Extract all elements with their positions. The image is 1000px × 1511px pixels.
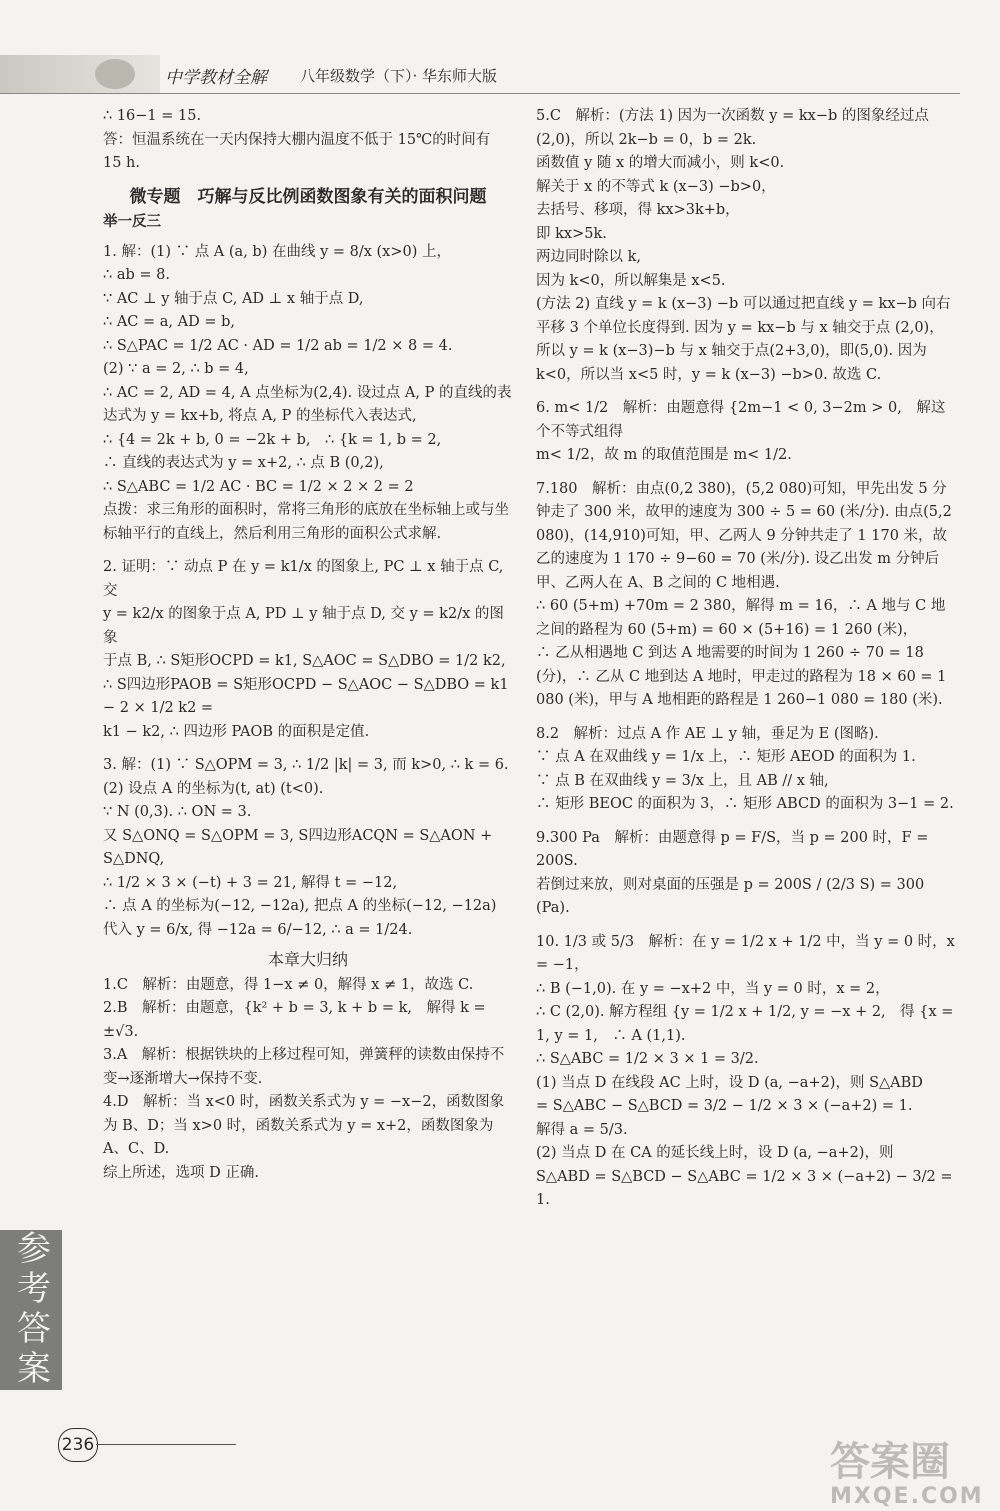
answer-line: 7.180 解析：由点(0,2 380)，(5,2 080)可知，甲先出发 5 分钟走了 300 米，故甲的速度为 300 ÷ 5 = 60 (米/分). 由点(5,2 080)，(14,910)可知，甲、乙两人 9 分钟共走了 1 170 米，故乙的速度为 1 170 ÷ 9−60 = 70 (米/分). 设乙出发 m 分钟后甲、乙两人在 A、B 之间的 C 地相遇. — [536, 480, 952, 591]
answer-line: (1) 当点 D 在线段 AC 上时，设 D (a, −a+2)，则 S△ABD — [536, 1074, 923, 1091]
answer-line: 2.B 解析：由题意，{k² + b = 3, k + b = k, 解得 k = ±√3. — [103, 1000, 486, 1040]
chapter-title: 本章大归纳 — [267, 950, 348, 969]
answer-line: 1.C 解析：由题意，得 1−x ≠ 0，解得 x ≠ 1，故选 C. — [103, 976, 474, 993]
answer-line: 3.A 解析：根据铁块的上移过程可知，弹簧秤的读数由保持不变→逐渐增大→保持不变. — [103, 1047, 505, 1087]
answer-line: 10. 1/3 或 5/3 解析：在 y = 1/2 x + 1/2 中，当 y = 0 时，x = −1， — [536, 933, 955, 973]
answer-line: ∵ AC ⊥ y 轴于点 C, AD ⊥ x 轴于点 D, — [103, 290, 364, 307]
answer-line: = S△ABC − S△BCD = 3/2 − 1/2 × 3 × (−a+2) = 1. — [536, 1098, 913, 1114]
page-header — [0, 55, 1000, 95]
answer-line: 即 kx>5k. — [536, 225, 607, 242]
answer-line: 综上所述，选项 D 正确. — [103, 1164, 259, 1181]
answer-line: y = k2/x 的图象于点 A, PD ⊥ y 轴于点 D, 交 y = k2/x 的图象 — [103, 606, 504, 646]
series-title: 中学教材全解 — [165, 68, 267, 88]
answer-line: 代入 y = 6/x, 得 −12a = 6/−12, ∴ a = 1/24. — [103, 921, 413, 938]
answer-line: 4.D 解析：当 x<0 时，函数关系式为 y = −x−2，函数图象为 B、D；当 x>0 时，函数关系式为 y = x+2，函数图象为 A、C、D. — [103, 1094, 505, 1157]
answer-line: ∵ 点 A 在双曲线 y = 1/x 上，∴ 矩形 AEOD 的面积为 1. — [536, 749, 916, 765]
answer-line: ∴ S△ABC = 1/2 × 3 × 1 = 3/2. — [536, 1051, 759, 1067]
answer-line: ∴ S△ABC = 1/2 AC · BC = 1/2 × 2 × 2 = 2 — [103, 478, 414, 495]
watermark-text: 答案圈 — [830, 1439, 950, 1485]
answer-line: 解关于 x 的不等式 k (x−3) −b>0， — [536, 178, 776, 195]
answer-line: ∴ C (2,0). 解方程组 {y = 1/2 x + 1/2, y = −x + 2, 得 {x = 1, y = 1, ∴ A (1,1). — [536, 1004, 954, 1044]
answer-line: 2. 证明：∵ 动点 P 在 y = k1/x 的图象上, PC ⊥ x 轴于点 C, 交 — [103, 559, 504, 599]
section-title: 微专题 巧解与反比例函数图象有关的面积问题 — [129, 186, 487, 207]
answer-line: ∴ ab = 8. — [103, 267, 170, 283]
header-band — [0, 55, 160, 93]
answer-line: ∴ AC = a, AD = b, — [103, 314, 235, 330]
answer-line: ∴ 直线的表达式为 y = x+2, ∴ 点 B (0,2), — [103, 455, 384, 471]
answer-line: (方法 2) 直线 y = k (x−3) −b 可以通过把直线 y = kx−b 向右平移 3 个单位长度得到. 因为 y = kx−b 与 x 轴交于点 (2,0)，所以 y = k (x−3)−b 与 x 轴交于点(2+3,0)，即(5,0). 因为 k<0，所以当 x<5 时，y = k (x−3) −b>0. 故选 C. — [536, 296, 951, 383]
answer-line: 又 S△ONQ = S△OPM = 3, S四边形ACQN = S△AON + S△DNQ, — [103, 827, 493, 867]
answer-line: (2) 设点 A 的坐标为(t, at) (t<0). — [103, 780, 324, 797]
answer-line: 若倒过来放，则对桌面的压强是 p = 200S / (2/3 S) = 300 (Pa). — [536, 876, 925, 916]
answer-line: ∴ 60 (5+m) +70m = 2 380，解得 m = 16，∴ A 地与 C 地之间的路程为 60 (5+m) = 60 × (5+16) = 1 260 (米)， — [536, 598, 946, 638]
answer-line: ∴ AC = 2, AD = 4, A 点坐标为(2,4). 设过点 A, P 的直线的表达式为 y = kx+b, 将点 A, P 的坐标代入表达式, — [103, 384, 512, 424]
answer-line: 于点 B, ∴ S矩形OCPD = k1, S△AOC = S△DBO = 1/2 k2, — [103, 653, 506, 669]
answer-line: 9.300 Pa 解析：由题意得 p = F/S，当 p = 200 时，F = 200S. — [536, 829, 929, 869]
answer-line: (2) ∵ a = 2, ∴ b = 4, — [103, 361, 249, 377]
answer-line: (2) 当点 D 在 CA 的延长线上时，设 D (a, −a+2)，则 — [536, 1145, 894, 1161]
answer-line: 解得 a = 5/3. — [536, 1121, 628, 1138]
sub-title: 举一反三 — [103, 214, 161, 230]
answers-side-tab: 参考答案 — [0, 1230, 62, 1390]
answer-line: 因为 k<0，所以解集是 x<5. — [536, 272, 726, 289]
answer-line: ∵ 点 B 在双曲线 y = 3/x 上，且 AB // x 轴, — [536, 772, 829, 789]
answer-line: 6. m< 1/2 解析：由题意得 {2m−1 < 0, 3−2m > 0, 解这个不等式组得 — [536, 400, 946, 440]
text-line: 答：恒温系统在一天内保持大棚内温度不低于 15℃的时间有 15 h. — [103, 131, 491, 171]
text-line: ∴ 16−1 = 15. — [103, 108, 202, 124]
answer-line: 去括号、移项，得 kx>3k+b， — [536, 202, 740, 218]
tip-line: 点拨：求三角形的面积时，常将三角形的底放在坐标轴上或与坐标轴平行的直线上，然后利用三角形的面积公式求解. — [103, 502, 509, 542]
answer-line: ∴ 乙从相遇地 C 到达 A 地需要的时间为 1 260 ÷ 70 = 18 (分)，∴ 乙从 C 地到达 A 地时，甲走过的路程为 18 × 60 = 1 080 (米)，甲与 A 地相距的路程是 1 260−1 080 = 180 (米). — [536, 645, 947, 708]
answer-line: S△ABD = S△BCD − S△ABC = 1/2 × 3 × (−a+2) − 3/2 = 1. — [536, 1168, 953, 1208]
right-column — [536, 105, 956, 1213]
answer-line: ∴ B (−1,0). 在 y = −x+2 中，当 y = 0 时，x = 2， — [536, 980, 890, 997]
answer-line: 1. 解：(1) ∵ 点 A (a, b) 在曲线 y = 8/x (x>0) 上， — [103, 243, 451, 260]
answer-line: 5.C 解析：(方法 1) 因为一次函数 y = kx−b 的图象经过点 (2,0)，所以 2k−b = 0，b = 2k. — [536, 108, 929, 148]
answer-line: ∴ {4 = 2k + b, 0 = −2k + b, ∴ {k = 1, b = 2, — [103, 431, 442, 448]
answer-line: m< 1/2，故 m 的取值范围是 m< 1/2. — [536, 447, 792, 463]
watermark — [830, 1439, 990, 1509]
answer-line: 两边同时除以 k, — [536, 249, 642, 265]
answer-line: ∴ 1/2 × 3 × (−t) + 3 = 21, 解得 t = −12, — [103, 874, 398, 891]
answer-line: ∴ 矩形 BEOC 的面积为 3，∴ 矩形 ABCD 的面积为 3−1 = 2. — [536, 796, 954, 812]
answer-line: 3. 解：(1) ∵ S△OPM = 3, ∴ 1/2 |k| = 3, 而 k>0, ∴ k = 6. — [103, 757, 509, 773]
footer-rule — [96, 1444, 236, 1445]
answer-line: 函数值 y 随 x 的增大而减小，则 k<0. — [536, 155, 785, 171]
watermark-url: MXQE.COM — [830, 1484, 984, 1509]
answer-line: ∴ 点 A 的坐标为(−12, −12a), 把点 A 的坐标(−12, −12a) — [103, 898, 497, 914]
answer-line: 8.2 解析：过点 A 作 AE ⊥ y 轴，垂足为 E (图略). — [536, 725, 879, 742]
answer-line: ∵ N (0,3). ∴ ON = 3. — [103, 804, 252, 820]
book-subtitle: 八年级数学（下）· 华东师大版 — [300, 67, 498, 85]
answer-line: ∴ S四边形PAOB = S矩形OCPD − S△AOC − S△DBO = k1 − 2 × 1/2 k2 = — [103, 676, 509, 716]
book-logo-icon — [95, 59, 135, 89]
answer-line: ∴ S△PAC = 1/2 AC · AD = 1/2 ab = 1/2 × 8 = 4. — [103, 337, 453, 354]
answer-line: k1 − k2, ∴ 四边形 PAOB 的面积是定值. — [103, 723, 370, 740]
left-column — [103, 105, 513, 1185]
page-number: 236 — [58, 1428, 98, 1462]
header-rule — [0, 93, 960, 94]
